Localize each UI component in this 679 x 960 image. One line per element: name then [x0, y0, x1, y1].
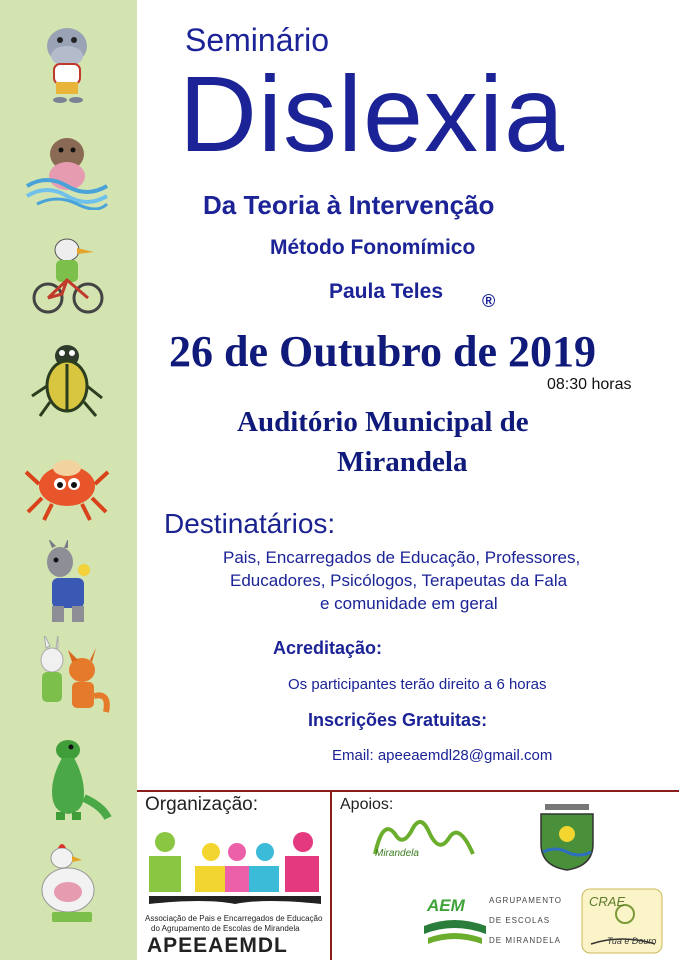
aem-acronym: AEM [427, 896, 465, 915]
crae-text: CRAE [589, 894, 626, 909]
page-title: Dislexia [179, 53, 566, 174]
accreditation-heading: Acreditação: [273, 638, 383, 658]
venue-line1: Auditório Municipal de [237, 406, 529, 438]
audience-line3: e comunidade em geral [320, 594, 498, 613]
footer-divider [137, 790, 679, 792]
donkey-illustration [22, 540, 112, 626]
sidebar-illustrations [0, 0, 137, 960]
crab-illustration [22, 440, 112, 526]
pre-title: Seminário [185, 22, 330, 58]
apeeaemdl-logo-graphic [145, 830, 325, 912]
crae-subtitle: Tua e Douro [607, 936, 657, 946]
footer [137, 790, 679, 960]
support-label: Apoios: [340, 796, 394, 813]
audience-line1: Pais, Encarregados de Educação, Professores, [223, 548, 581, 567]
event-time: 08:30 horas [547, 376, 632, 393]
footer-column-divider [330, 790, 332, 960]
registered-mark: ® [482, 291, 496, 311]
method-title: Método Fonomímico [270, 236, 476, 259]
audience-line2: Educadores, Psicólogos, Terapeutas da Fala [230, 571, 568, 590]
seal-illustration [22, 124, 112, 210]
author-name: Paula Teles [329, 280, 444, 303]
event-date: 26 de Outubro de 2019 [169, 327, 597, 376]
mirandela-logo-text: Mirandela [375, 848, 419, 859]
hippo-illustration [22, 18, 112, 104]
poster-main [137, 0, 679, 790]
aem-line3: DE MIRANDELA [489, 936, 562, 945]
audience-heading: Destinatários: [164, 508, 336, 539]
venue-line2: Mirandela [337, 446, 468, 478]
beetle-illustration [22, 336, 112, 422]
bird-bicycle-illustration [22, 232, 112, 318]
org-caption-line1: Associação de Pais e Encarregados de Educação [145, 914, 323, 923]
accreditation-text: Os participantes terão direito a 6 horas [288, 676, 547, 693]
org-caption-line2: do Agrupamento de Escolas de Mirandela [151, 924, 300, 933]
aem-line1: AGRUPAMENTO [489, 896, 562, 905]
parish-coat-of-arms [529, 800, 605, 874]
dinosaur-illustration [22, 736, 112, 822]
fox-rabbit-illustration [22, 636, 112, 722]
registration-email: Email: apeeaemdl28@gmail.com [332, 747, 553, 764]
organization-label: Organização: [145, 794, 259, 815]
subtitle: Da Teoria à Intervenção [203, 190, 495, 220]
aem-line2: DE ESCOLAS [489, 916, 551, 925]
hen-illustration [22, 840, 112, 926]
org-acronym: APEEAEMDL [147, 934, 288, 957]
registration-heading: Inscrições Gratuitas: [308, 710, 488, 730]
